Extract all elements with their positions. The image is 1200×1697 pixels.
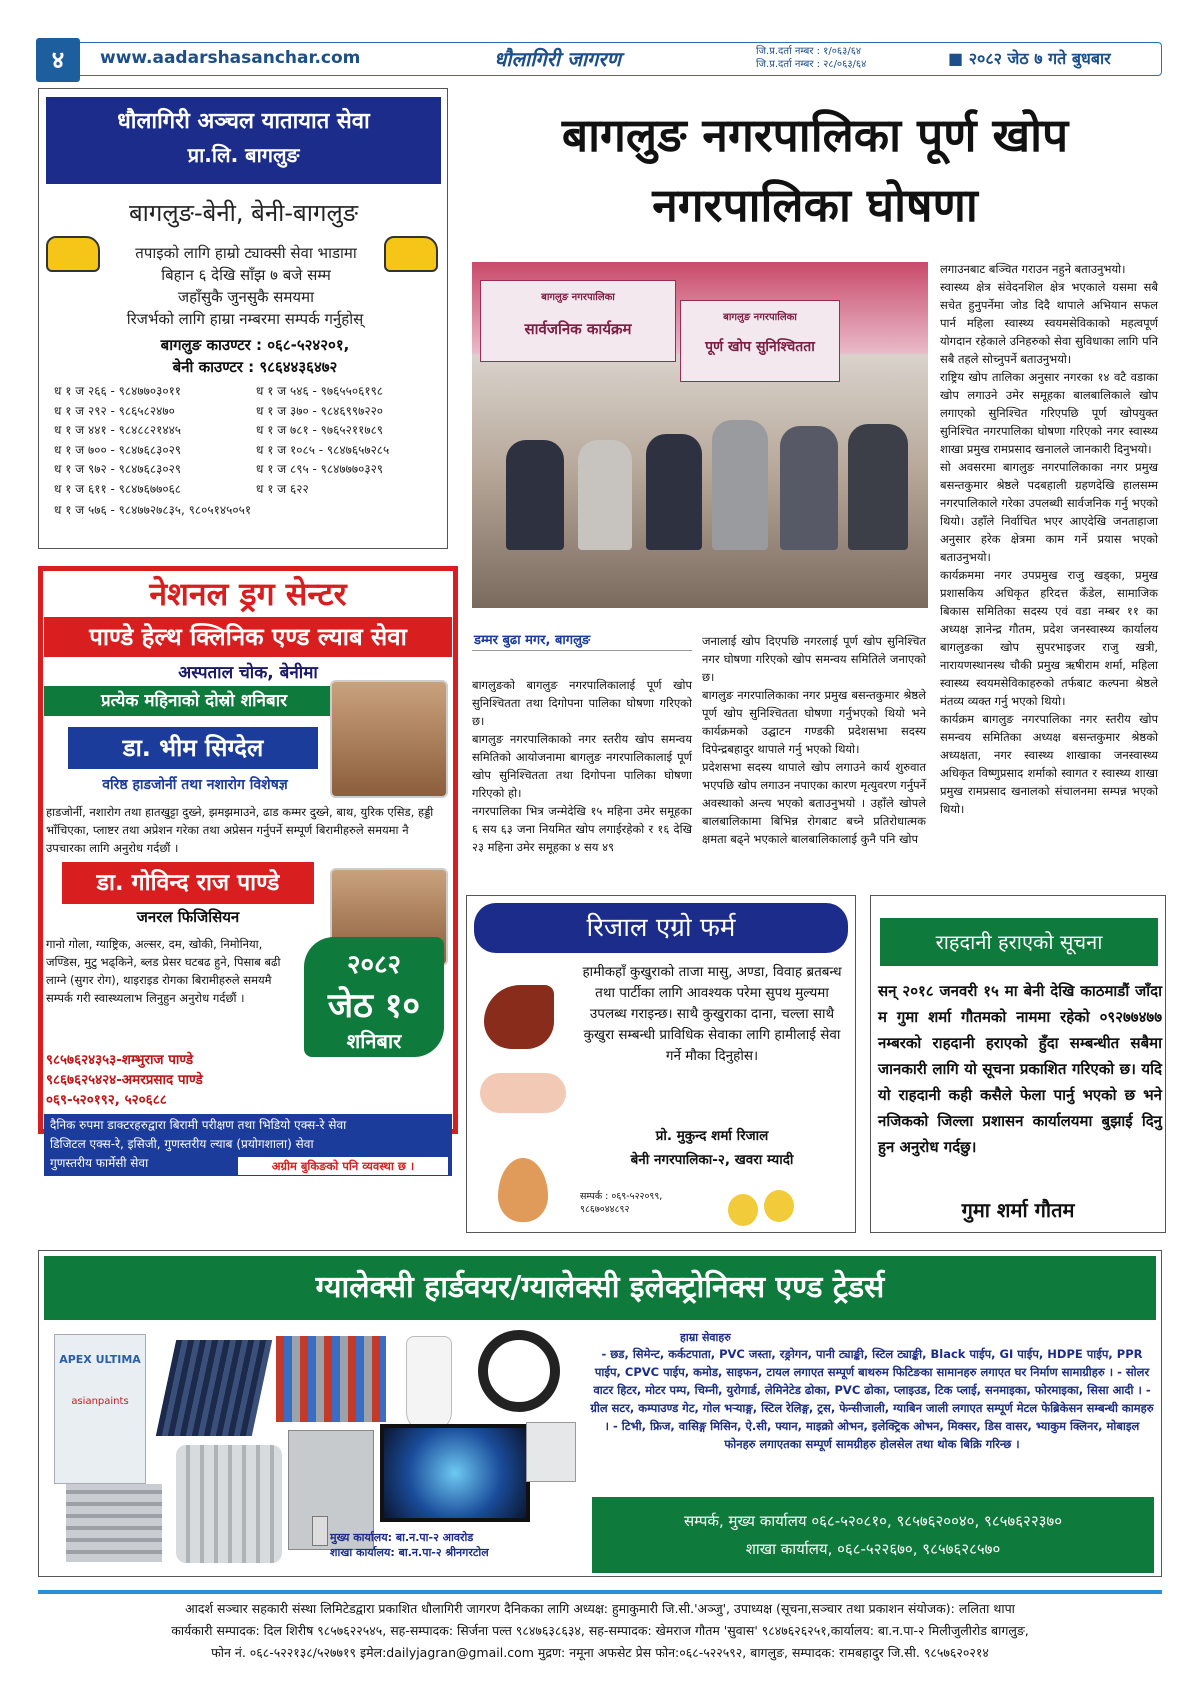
drug-center-location: अस्पताल चोक, बेनीमा	[178, 663, 318, 683]
doctor-1-description: हाडजोर्नी, नशारोग तथा हातखुट्टा दुख्ने, झमझमाउने, ढाड कम्मर दुख्ने, बाथ, युरिक एसिड, हड्डी भाँचिएका, प्लाष्टर तथा अप्रेशन गरेका तथा अप्रेसन गर्नुपर्ने सम्पूर्ण बिरामीहरुले समयमा नै उपचारका लागि अनुरोध गर्दछौं ।	[46, 805, 434, 855]
washing-machine	[526, 1422, 576, 1482]
date-day: जेठ १०	[327, 986, 421, 1026]
transport-title-line2: प्रा.लि. बागलुङ	[187, 143, 300, 167]
doctor-1-name: डा. भीम सिग्देल	[68, 727, 318, 769]
contact-1: सम्पर्क : ०६९-५२२०९९,	[580, 1191, 663, 1202]
chick-icon	[728, 1194, 758, 1226]
paint-bucket	[54, 1334, 146, 1484]
event-banner-left	[480, 280, 676, 362]
date-year: २०८२	[346, 950, 402, 980]
drug-center-title: नेशनल ड्रग सेन्टर	[149, 575, 347, 613]
list-item: ध १ ज २६६ - ९८४७७०३०११	[54, 384, 182, 398]
page-number: ४	[36, 38, 80, 82]
transport-route: बागलुङ-बेनी, बेनी-बागलुङ	[128, 199, 359, 227]
list-item: ध १ ज ६२२	[256, 481, 309, 496]
transport-line-3: जहाँसुकै जुनसुकै समयमा	[178, 288, 314, 306]
footer-imprint	[40, 1598, 1160, 1664]
site-url[interactable]: www.aadarshasanchar.com	[100, 48, 361, 68]
seated-person	[506, 440, 564, 550]
imprint-line-1: आदर्श सञ्चार सहकारी संस्था लिमिटेडद्वारा प्रकाशित धौलागिरी जागरण दैनिकका लागि अध्यक्ष: हुमाकुमारी जि.सी.'अञ्जु', उपाध्यक्ष (सूचना,सञ्चार तथा प्रकाशन संयोजक): ललिता थापा	[185, 1601, 1015, 1616]
taxi-list-right	[256, 382, 446, 499]
list-item: ध १ ज ३७० - ९८४६९९७२२०	[256, 403, 384, 418]
toilet-commode	[406, 1336, 452, 1432]
seated-person	[646, 434, 702, 550]
banner-left-small: बागलुङ नगरपालिका	[541, 292, 615, 303]
contact-main: सम्पर्क, मुख्य कार्यालय ०६८-५२०८१०, ९८५७६२००४०, ९८५७६२२३७०	[683, 1512, 1063, 1530]
banner-right-small: बागलुङ नगरपालिका	[723, 312, 797, 323]
television	[380, 1424, 530, 1522]
imprint-line-3: फोन नं. ०६८-५२२१३८/५२७७१९ इमेल:dailyjagran@gmail.com मुद्रण: नमूना अफसेट प्रेस फोन:०६८-५२२५९२, बागलुङ, सम्पादक: रामबहादुर जि.सी. ९८५७६२०२१४	[211, 1645, 989, 1660]
steel-water-tanks	[176, 1445, 282, 1563]
blender	[312, 1516, 328, 1546]
doctor-1-role: वरिष्ठ हाडजोर्नी तथा नशारोग विशेषज्ञ	[102, 777, 288, 793]
list-item: ध १ ज १०८५ - ९८४७६५७२८५	[256, 442, 390, 457]
taxi-list-left	[54, 382, 244, 499]
agro-farm-owner	[576, 1124, 848, 1172]
drug-center-phones	[46, 1050, 296, 1110]
list-item: ध १ ज ४४१ - ९८४८८२१४४५	[54, 423, 182, 437]
banner-right-text: पूर्ण खोप सुनिश्चितता	[705, 339, 815, 355]
seated-person	[780, 426, 838, 550]
article-byline: डम्मर बुढा मगर, बागलुङ	[474, 633, 591, 648]
issue-date: ■ २०८२ जेठ ७ गते बुधबार	[948, 49, 1111, 68]
roofing-sheets	[276, 1336, 386, 1422]
notice-title: राहदानी हराएको सूचना	[880, 918, 1158, 966]
transport-line-1: तपाइको लागि हाम्रो ट्याक्सी सेवा भाडामा	[135, 244, 357, 262]
list-item: ध १ ज ७०० - ९८४७६८३०२९	[54, 442, 182, 457]
imprint-line-2: कार्यकारी सम्पादक: दिल शिरीष ९८५७६२२५४५, सह-सम्पादक: सिर्जना पल्त ९८४७६३८६३४, सह-सम्पादक: खेमराज गौतम 'सुवास' ९८४७६२६२५१,कार्यालय: बा.न.पा-२ मिलीजुलीरोड बागलुङ,	[171, 1623, 1029, 1638]
agro-farm-contact	[580, 1190, 662, 1216]
service-3: गुणस्तरीय फार्मेसी सेवा	[50, 1156, 149, 1170]
hdpe-pipe-coil	[478, 1330, 560, 1412]
chick-icon	[764, 1190, 794, 1222]
seated-person	[848, 424, 908, 550]
doctor-2-description: गानो गोला, ग्याष्ट्रिक, अल्सर, दम, खोकी, निमोनिया, जण्डिस, मुटु भढ्किने, ब्लड प्रेसर घटबढ हुने, पिसाब बढी लाग्ने (सुगर रोग), थाइराइड रोगका बिरामीहरुले समयमै सम्पर्क गरी स्वास्थ्यलाभ लिनुहुन अनुरोध गर्दछौं ।	[46, 937, 281, 1005]
registration-numbers	[756, 45, 866, 71]
service-2: डिजिटल एक्स-रे, इसिजी, गुणस्तरीय ल्याब (प्रयोगशाला) सेवा	[50, 1137, 314, 1151]
solar-water-heater	[156, 1340, 272, 1436]
doctor-2-name: डा. गोविन्द राज पाण्डे	[62, 862, 314, 904]
galaxy-services: - छड, सिमेन्ट, कर्कटपाता, PVC जस्ता, रङ्रोगन, पानी ट्याङ्की, स्टिल ट्याङ्की, Black पाईप, GI पाईप, HDPE पाईप, PPR पाईप, CPVC पाईप, कमोड, साइफन, टायल लगाएत सम्पूर्ण बाथरुम फिटिङका सामानहरु लगाएत घर निर्माण सामाग्रीहरु । - सोलर वाटर हिटर, मोटर पम्प, चिम्नी, युरोगार्ड, लेमिनेटेड ढोका, PVC ढोका, प्लाइउड, टिक प्लाई, सनमाइका, फोरमाइका, सिसा आदी । - ग्रील सटर, कम्पाउण्ड गेट, गोल भऱ्याङ्ग, स्टिल रेलिङ्ग, ट्रस, फेन्सीजाली, ग्याबिन जाली लगाएत सम्पूर्ण मेटल फेब्रिकेसन सम्बन्धी कामहरु । - टिभी, फ्रिज, वासिङ्ग मिसिन, ऐ.सी, फ्यान, माइक्रो ओभन, इलेक्ट्रिक ओभन, मिक्सर, डिस वासर, भ्याकुम क्लिनर, मोबाइल फोनहरु लगाएतका सम्पूर्ण सामग्रीहरु होलसेल तथा थोक बिक्रि गरिन्छ ।	[590, 1347, 1154, 1451]
list-item: ध १ ज २९२ - ९८६५८२४७०	[54, 403, 175, 418]
clinic-date-badge	[304, 937, 444, 1057]
headline-line-1: बागलुङ नगरपालिका पूर्ण खोप	[561, 108, 1069, 162]
doctor-2-role: जनरल फिजिसियन	[136, 908, 240, 926]
banner-left-text: सार्वजनिक कार्यक्रम	[524, 320, 632, 338]
transport-title-line1: धौलागिरी अञ्चल यातायात सेवा	[117, 109, 370, 134]
footer-rule	[38, 1590, 1162, 1594]
list-item: ध १ ज ८९५ - ९८४७७७०३२९	[256, 462, 384, 476]
article-column-2: जनालाई खोप दिएपछि नगरलाई पूर्ण खोप सुनिश्चित नगर घोषणा गरिएको खोप समन्वय समितिले जनाएको छ। बागलुङ नगरपालिकाका नगर प्रमुख बसन्तकुमार श्रेष्ठले पूर्ण खोप सुनिश्चितता घोषणा गर्नुभएको थियो भने कार्यक्रमको उद्घाटन गण्डकी प्रदेशसभा सदस्य दिपेन्द्रबहादुर थापाले गर्नु भएको थियो। प्रदेशसभा सदस्य थापाले खोप लगाउने कार्य शुरुवात भएपछि खोप लगाउन नपाएका कारण मृत्युवरण गर्नुपर्ने अवस्थाको अन्त्य भएको बताउनुभयो । उहाँले खोपले बालबालिकामा बिभिन्न रोगबाट बच्ने प्रतिरोधात्मक क्षमता बढ्ने भएकाले बालबालिकालाई कुनै पनि खोप	[702, 634, 926, 846]
transport-counter-1: बागलुङ काउण्टर : ०६८-५२४२०१,	[160, 336, 350, 354]
article-headline	[470, 100, 1160, 240]
list-item: ध १ ज ५४६ - ९७६५५०६१९८	[256, 384, 384, 398]
gi-pipes	[66, 1484, 162, 1562]
contact-2: ९८६७०४४८९२	[580, 1204, 630, 1215]
date-weekday: शनिबार	[346, 1029, 402, 1053]
service-1: दैनिक रुपमा डाक्टरहरुद्वारा बिरामी परीक्षण तथा भिडियो एक्स-रे सेवा	[50, 1118, 347, 1132]
owner-address: बेनी नगरपालिका-२, खवरा म्यादी	[630, 1152, 794, 1168]
schedule-bar: प्रत्येक महिनाको दोस्रो शनिबार	[44, 686, 344, 716]
main-office: मुख्य कार्यालय: बा.न.पा-२ आवरोड	[330, 1531, 474, 1544]
transport-line-2: बिहान ६ देखि साँझ ७ बजे सम्म	[161, 266, 331, 284]
phone-2: ९८६७६२५४२४-अमरप्रसाद पाण्डे	[46, 1072, 203, 1088]
agro-farm-text: हामीकहाँ कुखुराको ताजा मासु, अण्डा, विवाह ब्रतबन्ध तथा पार्टीका लागि आवश्यक परेमा सुपथ मुल्यमा उपलब्ध गराइन्छ। साथै कुखुराका दाना, चल्ला साथै कुखुरा सम्बन्धी प्राविधिक सेवाका लागि हामीलाई सेवा गर्ने मौका दिनुहोस।	[582, 964, 842, 1064]
seated-person	[578, 440, 632, 550]
article-column-3: लगाउनबाट बञ्चित गराउन नहुने बताउनुभयो। स्वास्थ्य क्षेत्र संवेदनशिल क्षेत्र भएकाले यसमा सबै सचेत हुनुपर्नेमा जोड दिदै थापाले अभियान सफल पार्न महिला स्वास्थ्य स्वयमसेविकाको महत्वपूर्ण योगदान रहेकाले उनिहरुको सेवा सुविधाका लागि पनि सबै तहले सोच्नुपर्ने बताउनुभयो। राष्ट्रिय खोप तालिका अनुसार नगरका १४ वटै वडाका खोप लगाउने उमेर समूहका बालबालिकाले खोप लगाएको सुनिश्चित गरिएपछि पूर्ण खोपयुक्त सुनिश्चित नगरपालिका घोषणा गरिएको नगर स्वास्थ्य शाखा प्रमुख रामप्रसाद खनालले जानकारी दिनुभयो। सो अवसरमा बागलुङ नगरपालिकाका नगर प्रमुख बसन्तकुमार श्रेष्ठले पदबहाली ग्रहणदेखि हालसम्म नगरपालिकाले गरेका उपलब्धी सार्वजनिक गर्नु भएको थियो। उहाँले निर्वाचित भएर आएदेखि जनताहाजा अनुसार हरेक क्षेत्रमा काम गर्ने प्रयास भएको बताउनुभयो। कार्यक्रममा नगर उपप्रमुख राजु खड्का, प्रमुख प्रशासकिय अधिकृत हरिदत्त कँडेल, सामाजिक बिकास समितिका सदस्य एवं वडा नम्बर ११ का अध्यक्ष ज्ञानेन्द्र गौतम, प्रदेश जनस्वास्थ्य कार्यालय बागलुङका खोप सुपरभाइजर राजु खत्री, नारायणस्थानस्थ चौकी प्रमुख ऋषीराम शर्मा, महिला स्वास्थ्य स्वयमसेविकाहरुको तर्फबाट कल्पना श्रेष्ठले मंतव्य व्यक्त गर्नु भएको थियो। कार्यक्रम बागलुङ नगरपालिका नगर स्तरीय खोप समन्वय समितिका अध्यक्ष बसन्तकुमार श्रेष्ठको अध्यक्षता, नगर स्वास्थ्य शाखाका जनस्वास्थ्य अधिकृत विष्णुप्रसाद शर्माको स्वागत र स्वास्थ्य शाखा प्रमुख रामप्रसाद खनालको संचालनमा सम्पन्न भएको थियो।	[940, 262, 1158, 816]
rooster-icon	[484, 985, 554, 1049]
galaxy-title: ग्यालेक्सी हार्डवयर/ग्यालेक्सी इलेक्ट्रोनिक्स एण्ड ट्रेडर्स	[44, 1256, 1156, 1320]
notice-text: सन् २०१८ जनवरी १५ मा बेनी देखि काठमाडौं जाँदा म गुमा शर्मा गौतमको नाममा रहेको ०९२७७४७७ नम्बरको राहदानी हराएको हुँदा सम्बन्धीत सबैमा जानकारी लागि यो सूचना प्रकाशित गरिएको छ। यदि यो राहदानी कही कसैले फेला पार्नु भएको छ भने नजिकको जिल्ला प्रशासन कार्यालयमा बुझाई दिनु हुन अनुरोध गर्दछु।	[878, 982, 1162, 1156]
headline-line-2: नगरपालिका घोषणा	[652, 178, 978, 232]
transport-counter-2: बेनी काउण्टर : ९८६४४३६४७२	[172, 358, 338, 376]
contact-branch: शाखा कार्यालय, ०६८-५२२६७०, ९८५७६२८५७०	[745, 1540, 1001, 1558]
seated-person	[712, 420, 768, 550]
registration-1: जि.प्र.दर्ता नम्बर : १/०६३/६४	[756, 46, 862, 57]
list-item: ध १ ज ६११ - ९८४७६७७०६८	[54, 481, 182, 496]
galaxy-contact	[592, 1497, 1154, 1573]
byline-rule	[472, 650, 692, 651]
doctor-1-photo	[330, 680, 448, 798]
list-item: ध १ ज ७८१ - ९७६५२११७८९	[256, 423, 384, 437]
notice-signature: गुमा शर्मा गौतम	[961, 1198, 1075, 1222]
masthead: धौलागिरी जागरण	[494, 47, 621, 71]
transport-ad-title	[46, 97, 441, 184]
transport-line-4: रिजर्भको लागि हाम्रा नम्बरमा सम्पर्क गर्नुहोस्	[126, 310, 364, 328]
taxi-left-icon	[46, 236, 100, 272]
paint-maker: asianpaints	[71, 1396, 129, 1407]
galaxy-services-heading: हाम्रा सेवाहरु	[680, 1331, 731, 1344]
owner-name: प्रो. मुकुन्द शर्मा रिजाल	[655, 1128, 769, 1144]
phone-3: ०६९-५२०१९२, ५२०६८८	[46, 1092, 167, 1108]
phone-1: ९८५७६२४३५३-शम्भुराज पाण्डे	[46, 1052, 194, 1068]
paint-brand: APEX ULTIMA	[59, 1353, 141, 1366]
galaxy-offices	[330, 1530, 489, 1560]
chicken-meat-icon	[480, 1073, 566, 1113]
registration-2: जि.प्र.दर्ता नम्बर : २८/०६३/६४	[756, 59, 867, 70]
drug-center-subtitle: पाण्डे हेल्थ क्लिनिक एण्ड ल्याब सेवा	[44, 617, 452, 657]
event-banner-right	[680, 300, 840, 382]
article-column-1: बागलुङको बागलुङ नगरपालिकालाई पूर्ण खोप सुनिश्चितता तथा दिगोपना पालिका घोषणा गरिएको छ। बागलुङ नगरपालिकाको नगर स्तरीय खोप समन्वय समितिको आयोजनामा बागलुङ नगरपालिकालाई पूर्ण खोप सुनिश्चितता तथा दिगोपना पालिका घोषणा गरिएको हो। नगरपालिका भित्र जन्मेदेखि १५ महिना उमेर समूहका ६ सय ६३ जना नियमित खोप लगाईरहेको र १६ देखि २३ महिना उमेर समूहका ४ सय ४९	[472, 678, 692, 854]
agro-farm-title: रिजाल एग्रो फर्म	[474, 903, 848, 953]
branch-office: शाखा कार्यालय: बा.न.पा-२ श्रीनगरटोल	[330, 1546, 489, 1559]
taxi-list-last: ध १ ज ५७६ - ९८४७७२७८३५, ९८०५१४५०५१	[54, 503, 252, 517]
list-item: ध १ ज ९७२ - ९८४७६८३०२९	[54, 462, 182, 476]
advance-booking-note: अग्रीम बुकिङको पनि व्यवस्था छ ।	[238, 1157, 448, 1175]
